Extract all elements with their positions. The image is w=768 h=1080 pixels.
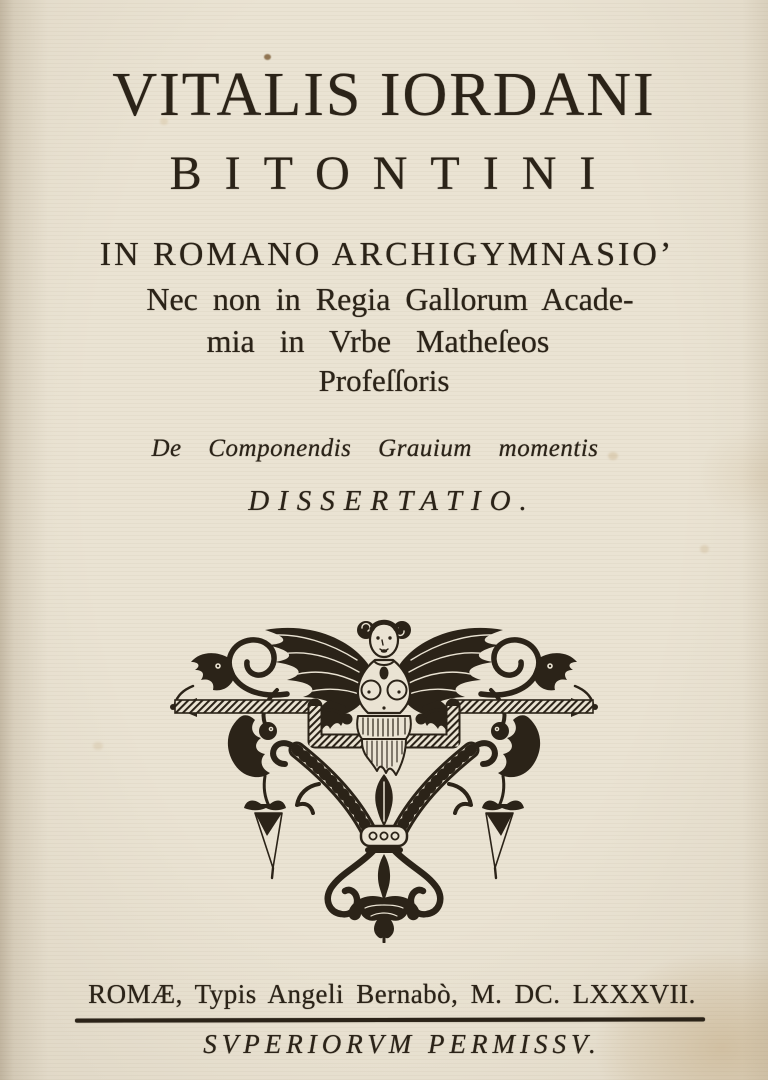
work-subject: De Componendis Grauium momentis — [151, 435, 599, 462]
affiliation-line-2: Nec non in Regia Gallorum Acade- — [146, 281, 634, 317]
work-genre-title: DISSERTATIO. — [248, 485, 536, 517]
imprint-line: ROMÆ, Typis Angeli Bernabò, M. DC. LXXXVII. — [88, 979, 696, 1009]
foxing-spot — [264, 54, 271, 60]
affiliation-line-3: mia in Vrbe Matheſeos — [206, 323, 550, 359]
printer-ornament-woodcut-vignette-icon — [169, 598, 599, 943]
imprint-divider-rule — [75, 1017, 705, 1022]
privilege-statement: SVPERIORVM PERMISSV. — [203, 1029, 601, 1059]
affiliation-line-4: Profeſſoris — [318, 363, 450, 398]
affiliation-line-1: IN ROMANO ARCHIGYMNASIO’ — [99, 236, 675, 273]
author-epithet: BITONTINI — [169, 147, 619, 200]
foxing-spot — [700, 545, 709, 553]
author-name: VITALIS IORDANI — [112, 61, 656, 129]
foxing-spot — [93, 742, 103, 750]
